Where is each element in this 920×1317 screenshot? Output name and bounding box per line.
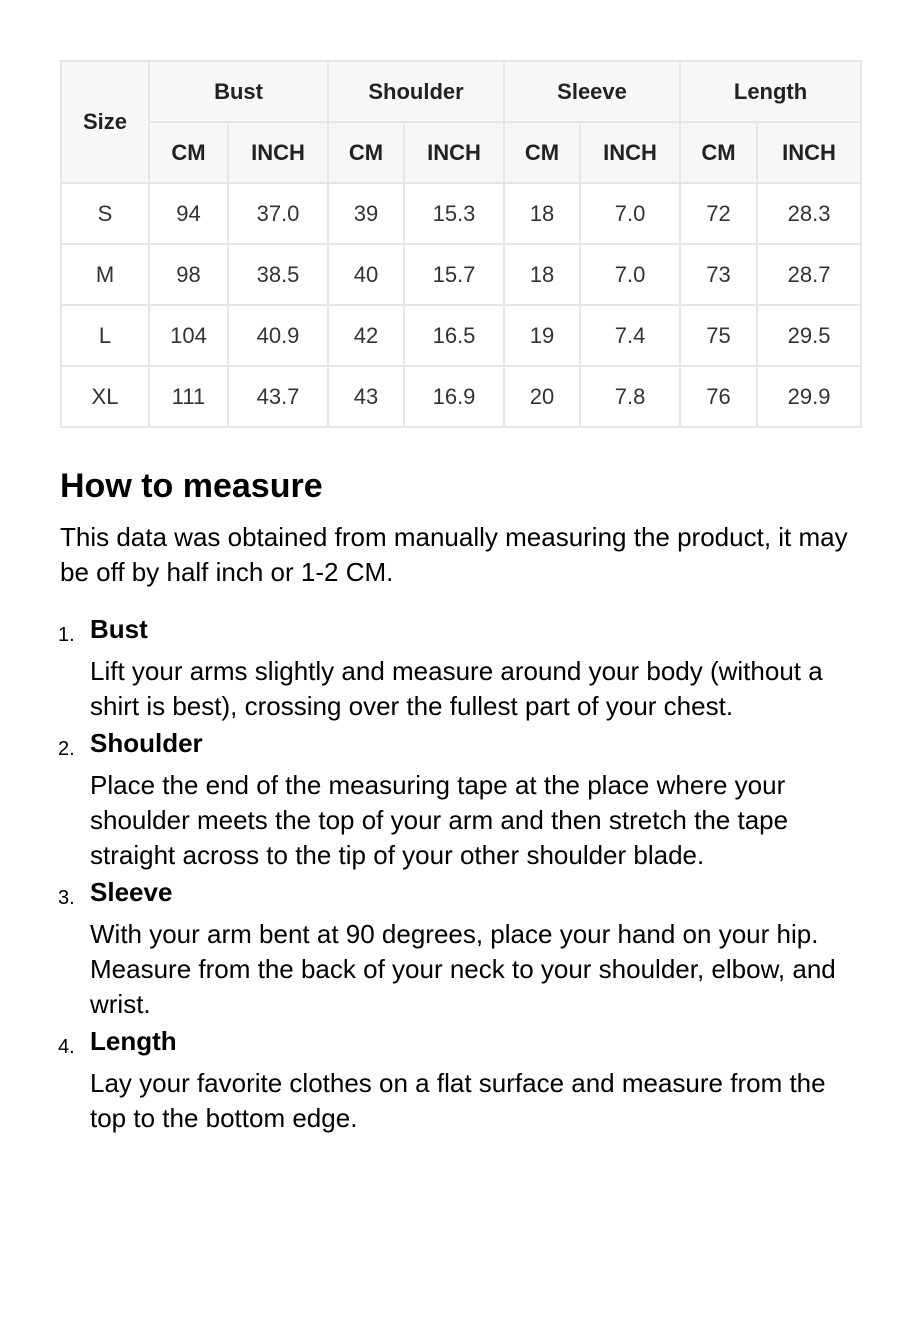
table-cell: 20 bbox=[504, 366, 580, 427]
list-item-bust bbox=[60, 614, 860, 724]
table-cell: 29.9 bbox=[757, 366, 861, 427]
list-item-desc: With your arm bent at 90 degrees, place your hand on your hip. Measure from the back of your neck to your shoulder, elbow, and wrist. bbox=[90, 919, 836, 1019]
list-number: 1. bbox=[58, 624, 75, 646]
list-item-desc: Lay your favorite clothes on a flat surface and measure from the top to the bottom edge. bbox=[90, 1068, 826, 1133]
table-cell: 40.9 bbox=[228, 305, 328, 366]
table-cell-size: M bbox=[61, 244, 149, 305]
table-cell: 15.3 bbox=[404, 183, 504, 244]
list-item-title: Length bbox=[90, 1026, 177, 1056]
list-item-length bbox=[60, 1026, 860, 1136]
table-cell: 7.8 bbox=[580, 366, 680, 427]
header-unit: INCH bbox=[404, 122, 504, 183]
table-cell: 98 bbox=[149, 244, 228, 305]
table-cell: 72 bbox=[680, 183, 757, 244]
list-item-desc: Place the end of the measuring tape at the place where your shoulder meets the top of your arm and then stretch the tape straight across to the tip of your other shoulder blade. bbox=[90, 770, 789, 870]
header-shoulder: Shoulder bbox=[328, 61, 504, 122]
list-item-desc: Lift your arms slightly and measure around your body (without a shirt is best), crossing over the fullest part of your chest. bbox=[90, 656, 823, 721]
list-number: 4. bbox=[58, 1036, 75, 1058]
how-to-measure-heading: How to measure bbox=[60, 467, 323, 505]
table-cell: 73 bbox=[680, 244, 757, 305]
table-cell-size: L bbox=[61, 305, 149, 366]
header-unit: CM bbox=[328, 122, 404, 183]
table-header-row-units bbox=[61, 122, 861, 183]
table-cell: 16.5 bbox=[404, 305, 504, 366]
header-unit: INCH bbox=[580, 122, 680, 183]
table-row bbox=[61, 366, 861, 427]
table-cell: 18 bbox=[504, 244, 580, 305]
table-cell: 18 bbox=[504, 183, 580, 244]
size-chart-table bbox=[60, 60, 862, 428]
table-cell: 19 bbox=[504, 305, 580, 366]
table-cell: 76 bbox=[680, 366, 757, 427]
header-sleeve: Sleeve bbox=[504, 61, 680, 122]
header-length: Length bbox=[680, 61, 861, 122]
list-number: 3. bbox=[58, 887, 75, 909]
header-size: Size bbox=[61, 61, 149, 183]
table-cell: 7.0 bbox=[580, 183, 680, 244]
table-cell: 16.9 bbox=[404, 366, 504, 427]
table-row bbox=[61, 183, 861, 244]
table-cell: 42 bbox=[328, 305, 404, 366]
table-row bbox=[61, 305, 861, 366]
list-item-title: Sleeve bbox=[90, 877, 173, 907]
table-cell: 7.4 bbox=[580, 305, 680, 366]
list-item-title: Bust bbox=[90, 614, 148, 644]
table-cell: 28.3 bbox=[757, 183, 861, 244]
header-unit: CM bbox=[149, 122, 228, 183]
table-cell: 38.5 bbox=[228, 244, 328, 305]
table-cell: 94 bbox=[149, 183, 228, 244]
table-cell: 75 bbox=[680, 305, 757, 366]
header-unit: INCH bbox=[757, 122, 861, 183]
table-cell: 15.7 bbox=[404, 244, 504, 305]
table-cell: 29.5 bbox=[757, 305, 861, 366]
table-row bbox=[61, 244, 861, 305]
table-header-row-groups bbox=[61, 61, 861, 122]
table-cell: 7.0 bbox=[580, 244, 680, 305]
list-item-title: Shoulder bbox=[90, 728, 203, 758]
table-cell: 40 bbox=[328, 244, 404, 305]
list-item-sleeve bbox=[60, 877, 860, 1022]
header-unit: INCH bbox=[228, 122, 328, 183]
measure-list bbox=[60, 614, 860, 1136]
table-cell: 111 bbox=[149, 366, 228, 427]
header-unit: CM bbox=[504, 122, 580, 183]
table-cell: 28.7 bbox=[757, 244, 861, 305]
how-to-intro: This data was obtained from manually measuring the product, it may be off by half inch or 1-2 CM. bbox=[60, 522, 848, 587]
table-cell: 37.0 bbox=[228, 183, 328, 244]
header-bust: Bust bbox=[149, 61, 328, 122]
table-cell-size: XL bbox=[61, 366, 149, 427]
header-unit: CM bbox=[680, 122, 757, 183]
table-cell: 39 bbox=[328, 183, 404, 244]
table-cell-size: S bbox=[61, 183, 149, 244]
table-cell: 43.7 bbox=[228, 366, 328, 427]
table-cell: 104 bbox=[149, 305, 228, 366]
size-guide bbox=[60, 60, 860, 1140]
list-item-shoulder bbox=[60, 728, 860, 873]
list-number: 2. bbox=[58, 738, 75, 760]
table-cell: 43 bbox=[328, 366, 404, 427]
